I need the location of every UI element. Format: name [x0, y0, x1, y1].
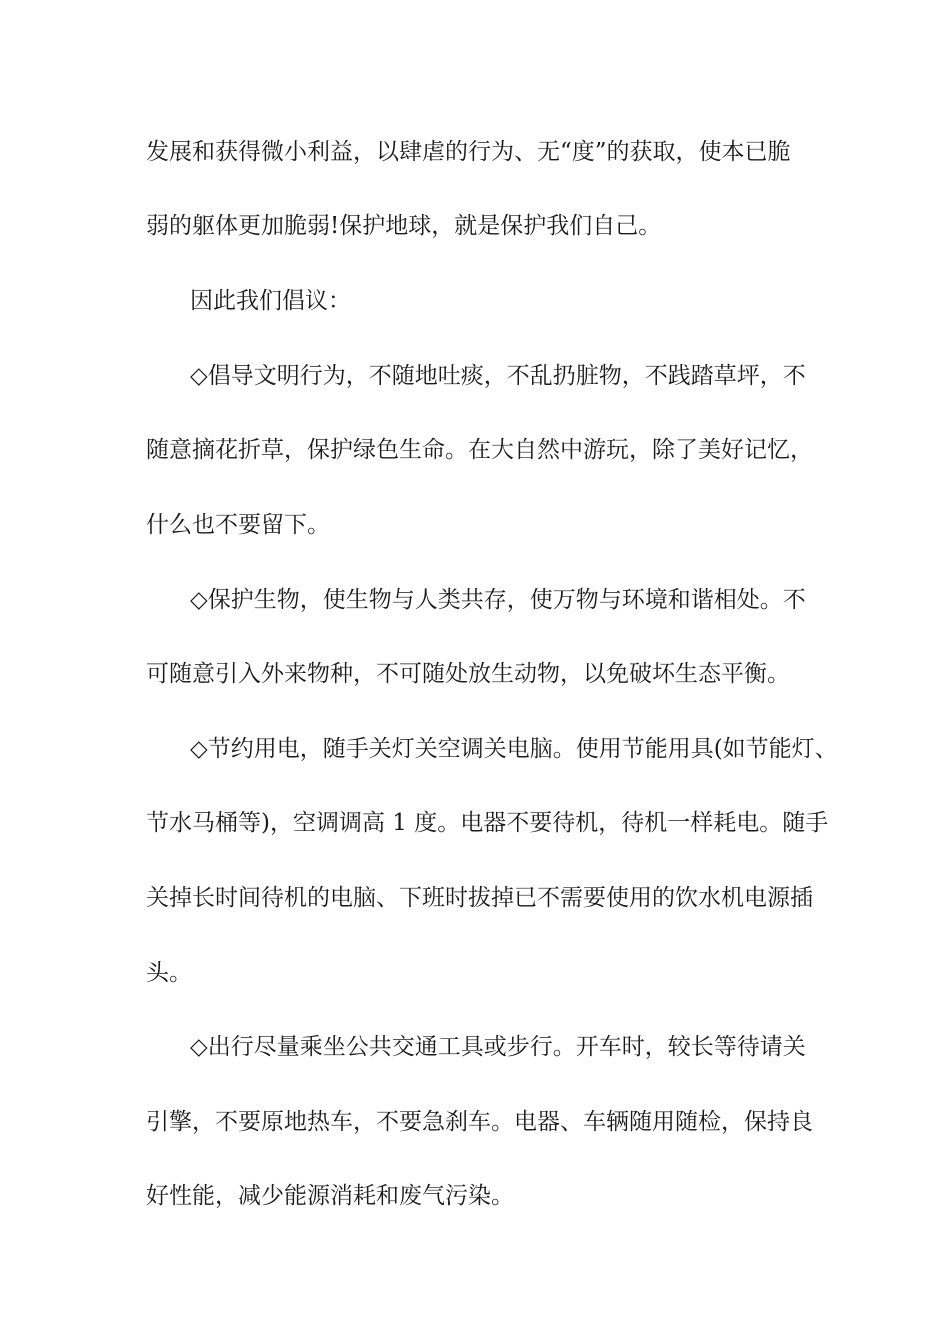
- proposal-intro: 因此我们倡议：: [190, 288, 351, 314]
- proposal-item-3-line-2: 节水马桶等)，空调调高 1 度。电器不要待机，待机一样耗电。随手: [146, 810, 829, 836]
- proposal-item-4-line-3: 好性能，减少能源消耗和废气污染。: [146, 1183, 514, 1209]
- paragraph-line-2: 弱的躯体更加脆弱!保护地球，就是保护我们自己。: [146, 213, 662, 239]
- proposal-item-3-line-4: 头。: [146, 960, 192, 986]
- proposal-item-1-line-3: 什么也不要留下。: [146, 512, 330, 538]
- proposal-item-3-line-1: ◇节约用电，随手关灯关空调关电脑。使用节能用具(如节能灯、: [190, 736, 838, 762]
- proposal-item-3-line-3: 关掉长时间待机的电脑、下班时拔掉已不需要使用的饮水机电源插: [146, 885, 813, 911]
- proposal-item-1-line-2: 随意摘花折草，保护绿色生命。在大自然中游玩，除了美好记忆，: [146, 437, 813, 463]
- proposal-item-2-line-1: ◇保护生物，使生物与人类共存，使万物与环境和谐相处。不: [190, 587, 806, 613]
- proposal-item-2-line-2: 可随意引入外来物种，不可随处放生动物，以免破坏生态平衡。: [146, 661, 790, 687]
- proposal-item-1-line-1: ◇倡导文明行为，不随地吐痰，不乱扔脏物，不践踏草坪，不: [190, 363, 806, 389]
- proposal-item-4-line-1: ◇出行尽量乘坐公共交通工具或步行。开车时，较长等待请关: [190, 1034, 806, 1060]
- proposal-item-4-line-2: 引擎，不要原地热车，不要急刹车。电器、车辆随用随检，保持良: [146, 1109, 813, 1135]
- paragraph-line-1: 发展和获得微小利益，以肆虐的行为、无“度”的获取，使本已脆: [146, 139, 791, 165]
